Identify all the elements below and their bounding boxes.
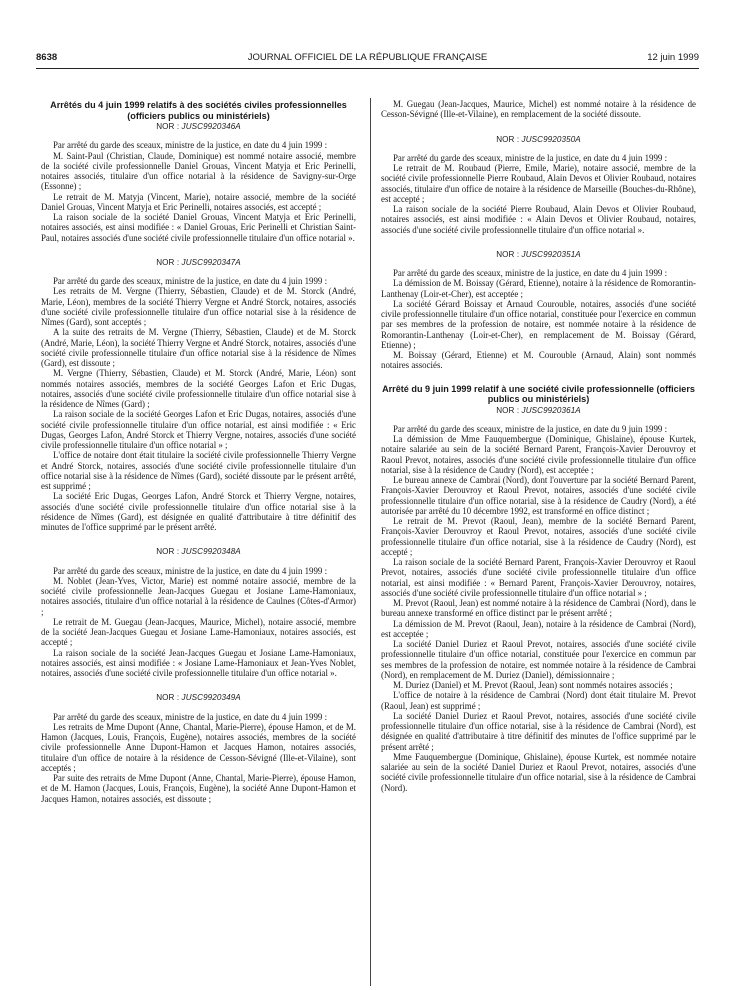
paragraph: M. Boissay (Gérard, Etienne) et M. Courouble (Arnaud, Alain) sont nommés notaires associés. bbox=[381, 350, 696, 371]
paragraph: La démission de M. Boissay (Gérard, Etienne), notaire à la résidence de Romorantin-Lanthenay (Loir-et-Cher), est acceptée ; bbox=[381, 278, 696, 299]
paragraph: La démission de Mme Fauquembergue (Dominique, Ghislaine), épouse Kurtek, notaire salariée au sein de la société Bernard Parent, François-Xavier Derouvroy et Raoul Prevot, notaires, associés d'une société civile professionnelle titulaire d'un office notarial, sise à la résidence de Caudry (Nord), est acceptée ; bbox=[381, 434, 696, 475]
paragraph: La raison sociale de la société Georges Lafon et Eric Dugas, notaires, associés d'une société civile professionnelle titulaire d'un office notarial, est ainsi modifiée : « Eric Dugas, Georges Lafon, André Storck et Thierry Vergne, notaires, associés d'une société civile professionnelle titulaire d'un office notarial » ; bbox=[41, 409, 356, 451]
nor-reference bbox=[41, 258, 356, 268]
paragraph: Le retrait de M. Matyja (Vincent, Marie), notaire associé, membre de la société Daniel Grouas, Vincent Matyja et Eric Perinelli, notaires associés, est accepté ; bbox=[41, 191, 356, 212]
paragraph: Par arrêté du garde des sceaux, ministre de la justice, en date du 4 juin 1999 : bbox=[53, 140, 328, 151]
issue-date: 12 juin 1999 bbox=[647, 52, 699, 63]
nor-reference bbox=[381, 250, 696, 260]
nor-reference bbox=[41, 547, 356, 557]
page-header bbox=[36, 52, 699, 66]
nor-code: JUSC9920346A bbox=[181, 122, 241, 132]
paragraph: Le bureau annexe de Cambrai (Nord), dont l'ouverture par la société Bernard Parent, François-Xavier Derouvroy et Raoul Prevot, notaires, associés d'une société civile professionnelle titulaire d'un office notarial, sise à la résidence de Caudry (Nord), a été autorisée par arrêté du 10 décembre 1992, est transformé en office distinct ; bbox=[381, 475, 696, 516]
nor-code: JUSC9920347A bbox=[181, 257, 241, 267]
nor-reference bbox=[381, 406, 696, 416]
paragraph: Le retrait de M. Guegau (Jean-Jacques, Maurice, Michel), notaire associé, membre de la société Jean-Jacques Guegau et Josiane Lame-Hamoniaux, notaires associés, est accepté ; bbox=[41, 616, 356, 648]
paragraph: La société Daniel Duriez et Raoul Prevot, notaires, associés d'une société civile professionnelle titulaire d'un office notarial, sise à la résidence de Cambrai (Nord), est désignée en qualité d'attributaire à titre définitif des minutes de l'office supprimé par le présent arrêté ; bbox=[381, 710, 696, 752]
paragraph: Par suite des retraits de Mme Dupont (Anne, Chantal, Marie-Pierre), épouse Hamon, et de M. Hamon (Jacques, Louis, François, Eugène), la société Anne Dupont-Hamon et Jacques Hamon, notaires associés, est dissoute ; bbox=[41, 773, 356, 804]
paragraph: Les retraits de Mme Dupont (Anne, Chantal, Marie-Pierre), épouse Hamon, et de M. Hamon (Jacques, Louis, François, Eugène), notaires associés, membres de la société civile professionnelle Anne Dupont-Hamon et Jacques Hamon, notaires associés, titulaire d'un office de notaire à la résidence de Cesson-Sévigné (Ille-et-Vilaine), sont acceptés ; bbox=[41, 721, 356, 773]
paragraph: La raison sociale de la société Jean-Jacques Guegau et Josiane Lame-Hamoniaux, notaires associés, est ainsi modifiée : « Josiane Lame-Hamoniaux et Jean-Yves Noblet, notaires, associés d'une société civile professionnelle titulaire d'un office notarial ». bbox=[41, 647, 356, 679]
section-gap bbox=[381, 371, 696, 383]
column-divider bbox=[370, 98, 371, 986]
paragraph: M. Saint-Paul (Christian, Claude, Dominique) est nommé notaire associé, membre de la société civile professionnelle Daniel Grouas, Vincent Matyja et Eric Perinelli, notaires associés, titulaire d'un office notarial à la résidence de Savigny-sur-Orge (Essonne) ; bbox=[41, 150, 356, 192]
paragraph: L'office de notaire dont était titulaire la société civile professionnelle Thierry Vergne et André Storck, notaires, associés d'une société civile professionnelle titulaire d'un office notarial sise à la résidence de Nîmes (Gard), société dissoute par le présent arrêté, est supprimé ; bbox=[41, 450, 356, 492]
nor-prefix: NOR : bbox=[496, 405, 520, 415]
page-number: 8638 bbox=[36, 52, 58, 63]
paragraph: M. Vergne (Thierry, Sébastien, Claude) et M. Storck (André, Marie, Léon) sont nommés notaires associés, membres de la société Georges Lafon et Eric Dugas, notaires, associés d'une société civile professionnelle titulaire d'un office notarial sise à la résidence de Nîmes (Gard) ; bbox=[41, 368, 356, 410]
paragraph: La société Eric Dugas, Georges Lafon, André Storck et Thierry Vergne, notaires, associés d'une société civile professionnelle titulaire d'un office notarial sise à la résidence de Nîmes (Gard), est désignée en qualité d'attributaire à titre définitif des minutes de l'office supprimé par le présent arrêté. bbox=[41, 491, 356, 533]
paragraph: Par arrêté du garde des sceaux, ministre de la justice, en date du 9 juin 1999 : bbox=[393, 423, 668, 434]
decree-title: Arrêtés du 4 juin 1999 relatifs à des sociétés civiles professionnelles (officiers publics ou ministériels) bbox=[50, 100, 347, 121]
paragraph: Par arrêté du garde des sceaux, ministre de la justice, en date du 4 juin 1999 : bbox=[393, 268, 668, 278]
journal-title: JOURNAL OFFICIEL DE LA RÉPUBLIQUE FRANÇAISE bbox=[247, 52, 488, 63]
paragraph: La société Gérard Boissay et Arnaud Courouble, notaires, associés d'une société civile professionnelle titulaire d'un office notarial, constituée pour l'exercice en commun par ses membres de la profession de notaire, est nommée notaire à la résidence de Romorantin-Lanthenay (Loir-et-Cher), en remplacement de M. Boissay (Gérard, Etienne) ; bbox=[381, 298, 696, 350]
nor-prefix: NOR : bbox=[496, 249, 520, 259]
paragraph: M. Noblet (Jean-Yves, Victor, Marie) est nommé notaire associé, membre de la société civile professionnelle Jean-Jacques Guegau et Josiane Lame-Hamoniaux, notaires associés, titulaire d'un office notarial à la résidence de Caulnes (Côtes-d'Armor) ; bbox=[41, 575, 356, 617]
paragraph: La raison sociale de la société Bernard Parent, François-Xavier Derouvroy et Raoul Prevot, notaires, associés d'une société civile professionnelle titulaire d'un office notarial, est ainsi modifiée : « Bernard Parent, François-Xavier Derouvroy, notaires, associés d'une société civile professionnelle titulaire d'un office notarial » ; bbox=[381, 557, 696, 598]
paragraph: La société Daniel Duriez et Raoul Prevot, notaires, associés d'une société civile professionnelle titulaire d'un office notarial, constituée pour l'exercice en commun par ses membres de la profession de notaire, est nommée notaire à la résidence de Cambrai (Nord), en remplacement de M. Duriez (Daniel), démissionnaire ; bbox=[381, 639, 696, 680]
header-rule bbox=[36, 68, 699, 69]
right-column bbox=[381, 99, 696, 793]
nor-prefix: NOR : bbox=[496, 134, 520, 144]
nor-code: JUSC9920351A bbox=[521, 249, 581, 259]
paragraph: Mme Fauquembergue (Dominique, Ghislaine), épouse Kurtek, est nommée notaire salariée au sein de la société Daniel Duriez et Raoul Prevot, notaires, associés d'une société civile professionnelle titulaire d'un office notarial, sise à la résidence de Cambrai (Nord). bbox=[381, 751, 696, 793]
nor-prefix: NOR : bbox=[156, 693, 180, 703]
paragraph: Le retrait de M. Prevot (Raoul, Jean), membre de la société Bernard Parent, François-Xavier Derouvroy et Raoul Prevot, notaires, associés d'une société civile professionnelle titulaire d'un office notarial, sise à la résidence de Caudry (Nord), est accepté ; bbox=[381, 516, 696, 557]
paragraph: Par arrêté du garde des sceaux, ministre de la justice, en date du 4 juin 1999 : bbox=[53, 276, 328, 287]
paragraph: M. Guegau (Jean-Jacques, Maurice, Michel) est nommé notaire à la résidence de Cesson-Sévigné (Ille-et-Vilaine), en remplacement de la société dissoute. bbox=[381, 99, 696, 120]
paragraph: Le retrait de M. Roubaud (Pierre, Emile, Marie), notaire associé, membre de la société civile professionnelle Pierre Roubaud, Alain Devos et Olivier Roubaud, notaires associés, titulaire d'un office de notaire à la résidence de Marseille (Bouches-du-Rhône), est accepté ; bbox=[381, 163, 696, 204]
nor-reference bbox=[381, 135, 696, 145]
nor-code: JUSC9920348A bbox=[181, 547, 241, 557]
nor-prefix: NOR : bbox=[156, 122, 180, 132]
paragraph: La raison sociale de la société Pierre Roubaud, Alain Devos et Olivier Roubaud, notaires associés, est ainsi modifiée : « Alain Devos et Olivier Roubaud, notaires, associés d'une société civile professionnelle titulaire d'un office notarial ». bbox=[381, 204, 696, 235]
paragraph: Par arrêté du garde des sceaux, ministre de la justice, en date du 4 juin 1999 : bbox=[393, 152, 668, 163]
paragraph: La démission de M. Prevot (Raoul, Jean), notaire à la résidence de Cambrai (Nord), est acceptée ; bbox=[381, 618, 696, 639]
paragraph: Par arrêté du garde des sceaux, ministre de la justice, en date du 4 juin 1999 : bbox=[53, 565, 328, 576]
nor-prefix: NOR : bbox=[156, 547, 180, 557]
nor-reference bbox=[41, 122, 356, 132]
paragraph: La raison sociale de la société Daniel Grouas, Vincent Matyja et Eric Perinelli, notaires associés, est ainsi modifiée : « Daniel Grouas, Eric Perinelli et Christian Saint-Paul, notaires associés d'une société civile professionnelle titulaire d'un office notarial ». bbox=[41, 212, 356, 243]
nor-prefix: NOR : bbox=[156, 257, 180, 267]
nor-code: JUSC9920361A bbox=[521, 405, 581, 415]
decree-title: Arrêté du 9 juin 1999 relatif à une société civile professionnelle (officiers publics ou ministériels) bbox=[382, 383, 695, 405]
nor-reference bbox=[41, 693, 356, 703]
nor-code: JUSC9920349A bbox=[181, 693, 241, 703]
paragraph: A la suite des retraits de M. Vergne (Thierry, Sébastien, Claude) et de M. Storck (André, Marie, Léon), la société Thierry Vergne et André Storck, notaires, associés d'une société civile professionnelle titulaire d'un office notarial sise à la résidence de Nîmes (Gard), est dissoute ; bbox=[41, 327, 356, 369]
left-column bbox=[41, 99, 356, 804]
paragraph: Par arrêté du garde des sceaux, ministre de la justice, en date du 4 juin 1999 : bbox=[53, 711, 328, 722]
paragraph: Les retraits de M. Vergne (Thierry, Sébastien, Claude) et de M. Storck (André, Marie, Léon), membres de la société Thierry Vergne et André Storck, notaires, associés d'une société civile professionnelle titulaire d'un office notarial sise à la résidence de Nîmes (Gard), sont acceptés ; bbox=[41, 286, 356, 328]
paragraph: L'office de notaire à la résidence de Cambrai (Nord) dont était titulaire M. Prevot (Raoul, Jean) est supprimé ; bbox=[381, 690, 696, 711]
paragraph: M. Prevot (Raoul, Jean) est nommé notaire à la résidence de Cambrai (Nord), dans le bureau annexe transformé en office distinct par le présent arrêté ; bbox=[381, 598, 696, 619]
nor-code: JUSC9920350A bbox=[521, 134, 581, 144]
paragraph: M. Duriez (Daniel) et M. Prevot (Raoul, Jean) sont nommés notaires associés ; bbox=[393, 680, 673, 691]
